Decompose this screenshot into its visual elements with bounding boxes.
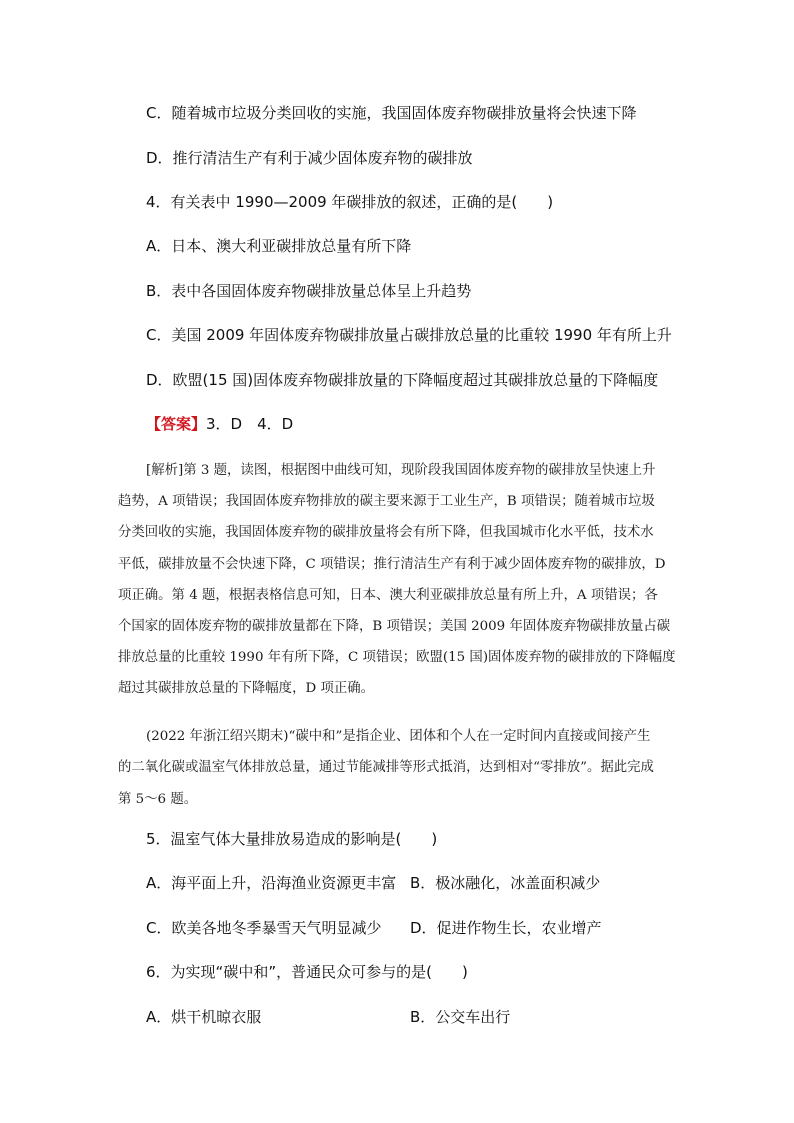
explanation-line: 个国家的固体废弃物的碳排放量都在下降，B 项错误；美国 2009 年固体废弃物碳排放量占碳 [118,619,671,634]
explanation-line: 平低，碳排放量不会快速下降，C 项错误；推行清洁生产有利于减少固体废弃物的碳排放，D [118,557,666,572]
q4-option-b: B．表中各国固体废弃物碳排放量总体呈上升趋势 [146,282,472,300]
q5-option-b: B．极冰融化，冰盖面积减少 [410,874,601,892]
q5-option-c: C．欧美各地冬季暴雪天气明显减少 [146,919,382,937]
passage-line: 的二氧化碳或温室气体排放总量，通过节能减排等形式抵消，达到相对“零排放”。据此完成 [118,760,654,775]
q5-option-d: D．促进作物生长，农业增产 [410,919,602,937]
q4-stem: 4．有关表中 1990—2009 年碳排放的叙述，正确的是( ) [146,193,554,211]
explanation-line: 趋势，A 项错误；我国固体废弃物排放的碳主要来源于工业生产，B 项错误；随着城市垃圾 [118,494,655,509]
passage-line: 第 5～6 题。 [118,792,198,807]
q5-option-a: A．海平面上升，沿海渔业资源更丰富 [146,874,397,892]
q3-option-c: C．随着城市垃圾分类回收的实施，我国固体废弃物碳排放量将会快速下降 [146,104,637,122]
q4-option-a: A．日本、澳大利亚碳排放总量有所下降 [146,237,412,255]
explanation-line: 项正确。第 4 题，根据表格信息可知，日本、澳大利亚碳排放总量有所上升，A 项错误；各 [118,588,658,603]
explanation-line: 超过其碳排放总量的下降幅度，D 项正确。 [118,681,375,696]
answer-line [146,414,293,434]
q4-option-c: C．美国 2009 年固体废弃物碳排放量占碳排放总量的比重较 1990 年有所上升 [146,326,672,344]
q6-stem: 6．为实现“碳中和”，普通民众可参与的是( ) [146,963,468,981]
explanation-line: [解析]第 3 题，读图，根据图中曲线可知，现阶段我国固体废弃物的碳排放呈快速上升 [146,463,656,478]
q6-option-a: A．烘干机晾衣服 [146,1008,262,1026]
q3-option-d: D．推行清洁生产有利于减少固体废弃物的碳排放 [146,149,473,167]
answer-text: 3．D 4．D [206,415,294,433]
explanation-line: 分类回收的实施，我国固体废弃物的碳排放量将会有所下降，但我国城市化水平低，技术水 [118,525,654,540]
answer-tag: 【答案】 [146,415,207,433]
q5-stem: 5．温室气体大量排放易造成的影响是( ) [146,830,438,848]
q4-option-d: D．欧盟(15 国)固体废弃物碳排放量的下降幅度超过其碳排放总量的下降幅度 [146,371,659,389]
explanation-line: 排放总量的比重较 1990 年有所下降，C 项错误；欧盟(15 国)固体废弃物的碳排放的下降幅度 [118,650,676,665]
q6-option-b: B．公交车出行 [410,1008,511,1026]
passage-line: (2022 年浙江绍兴期末)“碳中和”是指企业、团体和个人在一定时间内直接或间接产生 [146,729,651,744]
